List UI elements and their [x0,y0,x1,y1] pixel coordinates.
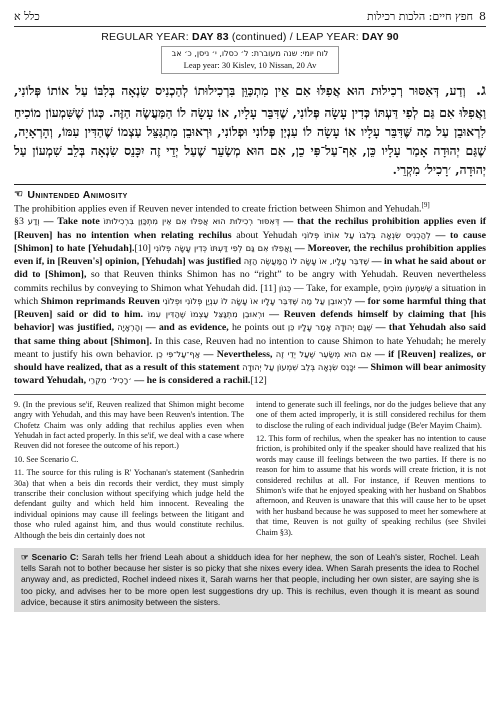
leap-year-day: DAY 90 [361,31,399,43]
section-title: Unintended Animosity [27,188,128,201]
hebrew-quote: שֶׁדִּבֵּר עָלָיו, אוֹ עָשָׂה לוֹ הַמַּעֲשֶׂה הַזֶּה [243,256,370,267]
book-title: חפץ חיים: הלכות רכילות [366,10,473,23]
schedule-leap-dates: Leap year: 30 Kislev, 10 Nissan, 20 Av [183,59,317,70]
bold-translation: — for some harmful thing that [Reuven] said or did to him. [14,295,486,321]
elucidation-text: — Take, for example, [291,282,383,294]
elucidation-text: §3 [14,216,28,228]
elucidation-text: about Yehudah [231,229,302,241]
footnote-column-left [14,400,244,544]
hebrew-quote: שֶׁגַּם יְהוּדָה אָמַר עָלָיו כֵּן [287,322,373,333]
bold-translation: Shimon reprimands Reuven [40,295,163,307]
section-heading [14,189,486,201]
bold-translation: — in what he said about or did to [Shimon], [14,256,486,281]
regular-year-label: REGULAR YEAR: [101,31,192,43]
schedule-hebrew: לוח יומי: שנה מעוברת: ל׳ כסלו, י׳ ניסן, כ׳ אב [171,49,329,58]
hebrew-quote: וּרְאוּבֵן מִתְגַּצֵּל עַצְמוֹ שֶׁהַדִּין עִמּוֹ [147,309,265,320]
running-header [14,10,486,27]
footnote-9: 9. (In the previous se'if, Reuven realized that Shimon might become angry with Yehudah, and this may have been Reuven's intention. The Chofetz Chaim was only adding that rechilus applies even when Yehudah in fact acted properly. In this se'if, we deal with a case where Reuven did not foresee the outcome of his report.) [14,399,244,451]
footnote-11-cont: intend to generate such ill feelings, nor do the judges believe that any one of them acted improperly, it is still considered rechilus for them to disclose the ruling of each individual judge (Be'er Mayim Chaim). [256,399,486,430]
hebrew-quote: אִם הוּא מְשַׂעֵר שֶׁעַל יְדֵי זֶה [275,348,372,359]
bold-translation: — Reuven defends himself by claiming that [his behavior] was justified, [14,309,486,334]
seif-number: ג. [475,81,486,100]
elucidation-text: so that Reuven thinks Shimon has no “right” to be angry with Yehudah. Reuven nevertheless commits rechilus by conveying to Shimon what Yehudah did. [11] [14,269,486,294]
bold-translation: — Take note [39,216,104,228]
bold-translation: — to cause [Shimon] to hate [Yehudah]. [14,229,486,254]
elucidation-text: [12] [250,375,267,387]
footnote-12: 12. This form of rechilus, when the speaker has no intention to cause friction, is prohibited only if the speaker should have realized that his words may cause ill feelings between the two parties. If there is no reason for him to assume that his words will create friction, it is not considered rechilus at all. For instance, if Reuven mentions to Shimon's wife that he enjoyed speaking with her husband on Shabbos afternoon, and Reuven is unaware that this will cause her to be upset with her husband because he was supposed to meet her somewhere at that time, Reuven is not guilty of speaking rechilus (see Shvilei Chaim §3). [256,433,486,537]
hebrew-quote: ׳רָכִיל׳ מִקְרֵי [88,375,132,386]
scenario-text: Sarah tells her friend Leah about a shidduch idea for her nephew, the son of Leah's sister, Rochel. Leah tells Sarah not to bother because her sister is so picky that she nixes every idea. When Sarah presents the idea to Rochel anyway and, as predicted, Rochel indeed nixes it, Sarah warns her that people, including her own sister, are saying she is too picky, and advises her to be more open lest suggestions dry up. This is rechilus, even though it is meant as sound advice, because it stirs animosity between the sisters. [21,552,480,607]
elucidation-text: In this case, Reuven had no intention to cause Shimon to hate Yehudah; he merely meant to justify his own behavior. [14,335,486,360]
hebrew-quote: לְהַכְנִיס שִׂנְאָה בְּלִבּוֹ עַל אוֹתוֹ פְּלוֹנִי [301,229,431,240]
footnote-ref: [9] [421,200,430,209]
scenario-box [14,548,486,612]
daily-schedule [14,31,486,74]
leap-year-label: (continued) / LEAP YEAR: [228,31,362,43]
page-number: 8 [479,10,486,23]
main-paragraph [14,215,486,387]
elucidation-text: he points out [228,322,288,334]
elucidation-text: [10] [134,242,154,254]
bold-translation: — Nevertheless, [200,348,276,360]
bold-translation: — that the rechilus prohibition applies even if [Reuven] has no intention when relating rechilus [14,216,487,241]
bold-translation: — Moreover, the rechilus prohibition applies even if, in [Reuven's] opinion, [Yehudah] was justified [14,242,487,268]
hebrew-body: וְדַע, דְּאִסּוּר רְכִילוּת הוּא אֲפִלּוּ אִם אֵין מִתְכַּוֵּן בִּרְכִילוּתוֹ לְהַכְנִיס שִׂנְאָה בְּלִבּוֹ עַל אוֹתוֹ פְּלוֹנִי, וַאֲפִלּוּ אִם גַּם לְפִי דַּעְתּוֹ כְּדִין עָשָׂה פְּלוֹנִי, שֶׁדִּבֵּר עָלָיו, אוֹ עָשָׂה לוֹ הַמַּעֲשֶׂה הַזֶּה. כְּגוֹן שֶׁשִּׁמְעוֹן מוֹכִיחַ לִרְאוּבֵן עַל מַה שֶּׁדִּבֵּר עָלָיו אוֹ עָשָׂה לוֹ עִנְיַן פְּלוֹנִי וּפְלוֹנִי, וּרְאוּבֵן מִתְגַּצֵּל עַצְמוֹ שֶׁהַדִּין עִמּוֹ, וְהָרְאָיָה, שֶׁגַּם יְהוּדָה אָמַר עָלָיו כֵּן, אַף־עַל־פִּי כֵן, אִם הוּא מְשַׂעֵר שֶׁעַל יְדֵי זֶה יִכָּנֵס שִׂנְאָה בְּלֵב שִׁמְעוֹן עַל יְהוּדָה, ׳רָכִיל׳ מִקְרֵי. [14,83,486,177]
schedule-line [14,31,486,43]
hebrew-quote: יִכָּנֵס שִׂנְאָה בְּלֵב שִׁמְעוֹן עַל יְהוּדָה [242,362,356,373]
bold-translation: — if [Reuven] realizes, or should have realized, that as a result of this statement [14,348,487,374]
header-right [367,10,486,23]
hebrew-quote: שֶׁשִּׁמְעוֹן מוֹכִיחַ [382,282,433,293]
bold-translation: — that Yehudah also said that same thing about [Shimon]. [14,322,486,347]
intro-paragraph [14,201,486,216]
intro-text: The prohibition applies even if Reuven never intended to create friction between Shimon and Yehudah. [14,203,422,214]
hebrew-text [14,79,486,178]
elucidation-text: a situation in which [14,282,486,307]
footnote-column-right [256,400,486,544]
hebrew-quote: לִרְאוּבֵן עַל מַה שֶּׁדִּבֵּר עָלָיו אוֹ עָשָׂה לוֹ עִנְיַן פְּלוֹנִי וּפְלוֹנִי [162,295,353,306]
klal-label: כלל א [14,10,40,23]
schedule-box [161,46,340,74]
regular-year-day: DAY 83 [191,31,229,43]
hebrew-quote: אַף־עַל־פִּי כֵן [156,348,201,359]
divider [14,184,486,185]
footnotes [14,394,486,544]
english-translation [14,201,486,388]
hebrew-quote: וְדַע [27,216,40,227]
hebrew-quote: כְּגוֹן [278,282,292,293]
pointing-hand-icon: ☞ [21,552,29,562]
bold-translation: — he is considered a rachil. [131,375,251,387]
pointing-hand-icon: ☜ [14,189,24,201]
hebrew-quote: וַאֲפִלּוּ אִם גַּם לְפִי דַּעְתּוֹ כְּדִין עָשָׂה פְּלוֹנִי [153,242,292,253]
scenario-label: Scenario C: [31,552,79,562]
hebrew-quote: דְּאִסּוּר רְכִילוּת הוּא אֲפִלּוּ אִם אֵין מִתְכַּוֵּן בִּרְכִילוּתוֹ [103,216,280,227]
hebrew-quote: וְהָרְאָיָה [117,322,143,333]
bold-translation: — and as evidence, [142,322,229,334]
bold-translation: — Shimon will bear animosity toward Yehudah, [14,362,486,387]
footnote-11: 11. The source for this ruling is R' Yochanan's statement (Sanhedrin 30a) that when a beis din records their verdict, they must simply transcribe their conclusion without specifying which judge held the defendant guilty and which held him innocent. Revealing the individual opinions may cause ill feelings between the litigant and those who ruled against him, and thus would constitute rechilus. Although the beis din certainly does not [14,468,244,540]
footnote-10: 10. See Scenario C. [14,454,79,464]
